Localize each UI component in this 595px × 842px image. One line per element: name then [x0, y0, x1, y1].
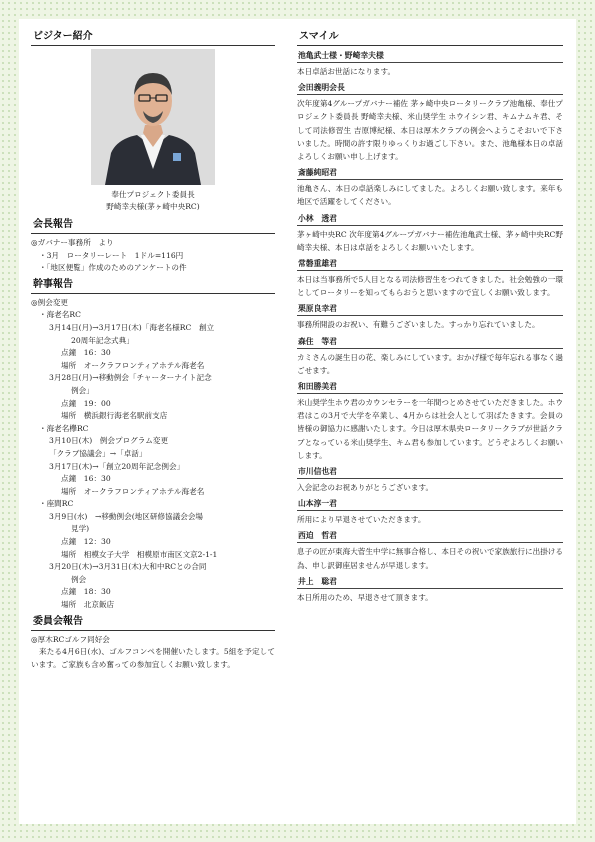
member-message: 事務所開設のお祝い、有難うございました。すっかり忘れていました。 — [297, 320, 540, 330]
member-name: 市川信也君 — [297, 465, 563, 479]
report-line: 点鐘 18：30 — [61, 587, 111, 597]
report-line: 20周年記念式典」 — [71, 335, 134, 345]
member-message: 茅ヶ崎中央RC 次年度第4グループガバナー補佐池亀武士様、茅ヶ崎中央RC野崎幸夫様、本日は卓話をよろしくお願いいたします。 — [297, 229, 563, 252]
member-name: 斎藤純昭君 — [297, 166, 563, 180]
member-name: 会田義明会長 — [297, 81, 563, 95]
committee-section-title: 委員会報告 — [31, 616, 275, 631]
portrait-illustration — [91, 49, 215, 185]
member-message: 本日は当事務所で5人目となる司法修習生をつれてきました。社会勉強の一環としてロータリーを知ってもらおうと思いますので宜しくお願い致します。 — [297, 275, 563, 298]
report-line: 「クラブ協議会」→「卓話」 — [49, 448, 147, 458]
report-line: ・海老名欅RC — [39, 423, 89, 433]
report-line: ・座間RC — [39, 499, 74, 509]
report-line: 点鐘 12：30 — [61, 537, 111, 547]
report-line: ◎例会変更 — [31, 297, 69, 307]
report-line: 3月14日(月)→3月17日(木)「海老名様RC 創立 — [49, 322, 215, 332]
president-section-title: 会長報告 — [31, 219, 275, 234]
member-message: 本日卓話お世話になります。 — [297, 67, 396, 76]
report-line: 見学) — [71, 524, 90, 534]
report-line: 例会」 — [71, 385, 94, 395]
smile-entry — [297, 529, 563, 571]
report-line: 3月10日(木) 例会プログラム変更 — [49, 436, 169, 446]
report-line: 点鐘 16：30 — [61, 348, 111, 358]
visitor-role: 奉仕プロジェクト委員長 — [111, 190, 195, 199]
left-column — [31, 31, 275, 671]
member-message: 池亀さん、本日の卓話楽しみにしてました。よろしくお願い致します。来年も地区で活躍をしてください。 — [297, 184, 563, 207]
report-line: 3月28日(月)→移動例会「チャーターナイト記念 — [49, 373, 212, 383]
report-line: 場所 オークラフロンティアホテル海老名 — [61, 360, 205, 370]
member-message: カミさんの誕生日の花、楽しみにしています。おかげ様で毎年忘れる事なく過ごせます。 — [297, 352, 563, 375]
member-name: 山本淳一君 — [297, 497, 563, 511]
smile-entry — [297, 302, 563, 331]
smile-entry — [297, 257, 563, 299]
member-name: 西迫 哲君 — [297, 529, 563, 543]
report-line: 3月17日(木)→「創立20周年記念例会」 — [49, 461, 185, 471]
visitor-photo — [91, 49, 215, 185]
newsletter-page — [19, 19, 576, 824]
member-name: 栗原良幸君 — [297, 302, 563, 316]
member-name: 常磐重雄君 — [297, 257, 563, 271]
member-message: 本日所用のため、早退させて頂きます。 — [297, 592, 433, 602]
member-message: 入会記念のお祝ありがとうございます。 — [297, 483, 434, 493]
member-message: 次年度第4グループガバナー補佐 茅ヶ崎中央ロータリークラブ池亀様、奉仕プロジェクト委員長 野崎幸夫様、米山奨学生 ホウイシン君、キムナムキ君、そして司法修習生 吉原博紀様、本日は厚木クラブの例会へようこそおいで下さいました。時間の許す限りゆっくりお過ごし下さい。また、池亀様本日の卓話よろしくお願い申し上げます。 — [297, 99, 563, 162]
report-line: ・海老名RC — [39, 310, 81, 320]
smile-entry — [297, 81, 563, 163]
member-name: 和田勝美君 — [297, 380, 563, 394]
report-line: ・3月 ロータリーレート 1ドル=116円 — [39, 250, 184, 260]
report-line: ◎ガバナー事務所 より — [31, 238, 114, 247]
member-message: 米山奨学生ホウ君のカウンセラーを一年間つとめさせていただきました。ホウ君はこの3月で大学を卒業し、4月からは社会人として羽ばたきます。会員の皆様の御協力に感謝いたします。今日は厚木県央ロータリークラブが世話クラブとなっている米山奨学生、キム君も参加しています。どうぞよろしくお願いします。 — [297, 398, 563, 460]
report-line: 場所 北京飯店 — [61, 600, 115, 610]
report-line: 3月20日(木)→3月31日(木)大和中RCとの合同 — [49, 562, 207, 572]
president-report — [31, 237, 275, 275]
report-line: 場所 横浜銀行海老名駅前支店 — [61, 411, 168, 421]
smile-entry — [297, 335, 563, 377]
member-message: 所用により早退させていただきます。 — [297, 515, 426, 525]
smile-section-title: スマイル — [297, 31, 563, 46]
smile-entry — [297, 380, 563, 462]
member-name: 小林 透君 — [297, 212, 563, 226]
report-line: 例会 — [71, 574, 87, 584]
visitor-section-title: ビジター紹介 — [31, 31, 275, 46]
secretary-section-title: 幹事報告 — [31, 279, 275, 294]
smile-entry — [297, 166, 563, 208]
visitor-name: 野崎幸夫様(茅ヶ崎中央RC) — [106, 202, 200, 211]
visitor-photo-block — [31, 49, 275, 213]
member-name: 森住 等君 — [297, 335, 563, 349]
visitor-caption — [31, 189, 275, 213]
committee-heading: ◎厚木RCゴルフ同好会 — [31, 634, 110, 644]
member-message: 息子の匠が東海大菅生中学に無事合格し、本日その祝いで家族旅行に出掛ける為、申し訳御座居ませんが早退します。 — [297, 547, 563, 570]
report-line: 点鐘 19：00 — [61, 398, 111, 408]
smile-entry — [297, 49, 563, 78]
secretary-report — [31, 297, 275, 612]
report-line: ・「地区便覧」作成のためのアンケートの件 — [39, 263, 187, 273]
smile-entry — [297, 497, 563, 526]
report-line: 場所 オークラフロンティアホテル海老名 — [61, 486, 205, 496]
smile-entry — [297, 575, 563, 604]
committee-text: 来たる4月6日(水)、ゴルフコンペを開催いたします。5組を予定しています。ご家族も含め奮っての参加宜しくお願い致します。 — [31, 647, 275, 669]
member-name: 井上 聡君 — [297, 575, 563, 589]
member-name: 池亀武士様・野崎幸夫様 — [297, 49, 563, 63]
report-line: 3月9日(水) →移動例会(地区研修協議会会場 — [49, 511, 204, 521]
smile-entry — [297, 212, 563, 254]
report-line: 場所 相模女子大学 相模原市南区文京2-1-1 — [61, 549, 218, 559]
report-line: 点鐘 16：30 — [61, 474, 111, 484]
right-column — [297, 31, 563, 607]
smile-entry — [297, 465, 563, 494]
